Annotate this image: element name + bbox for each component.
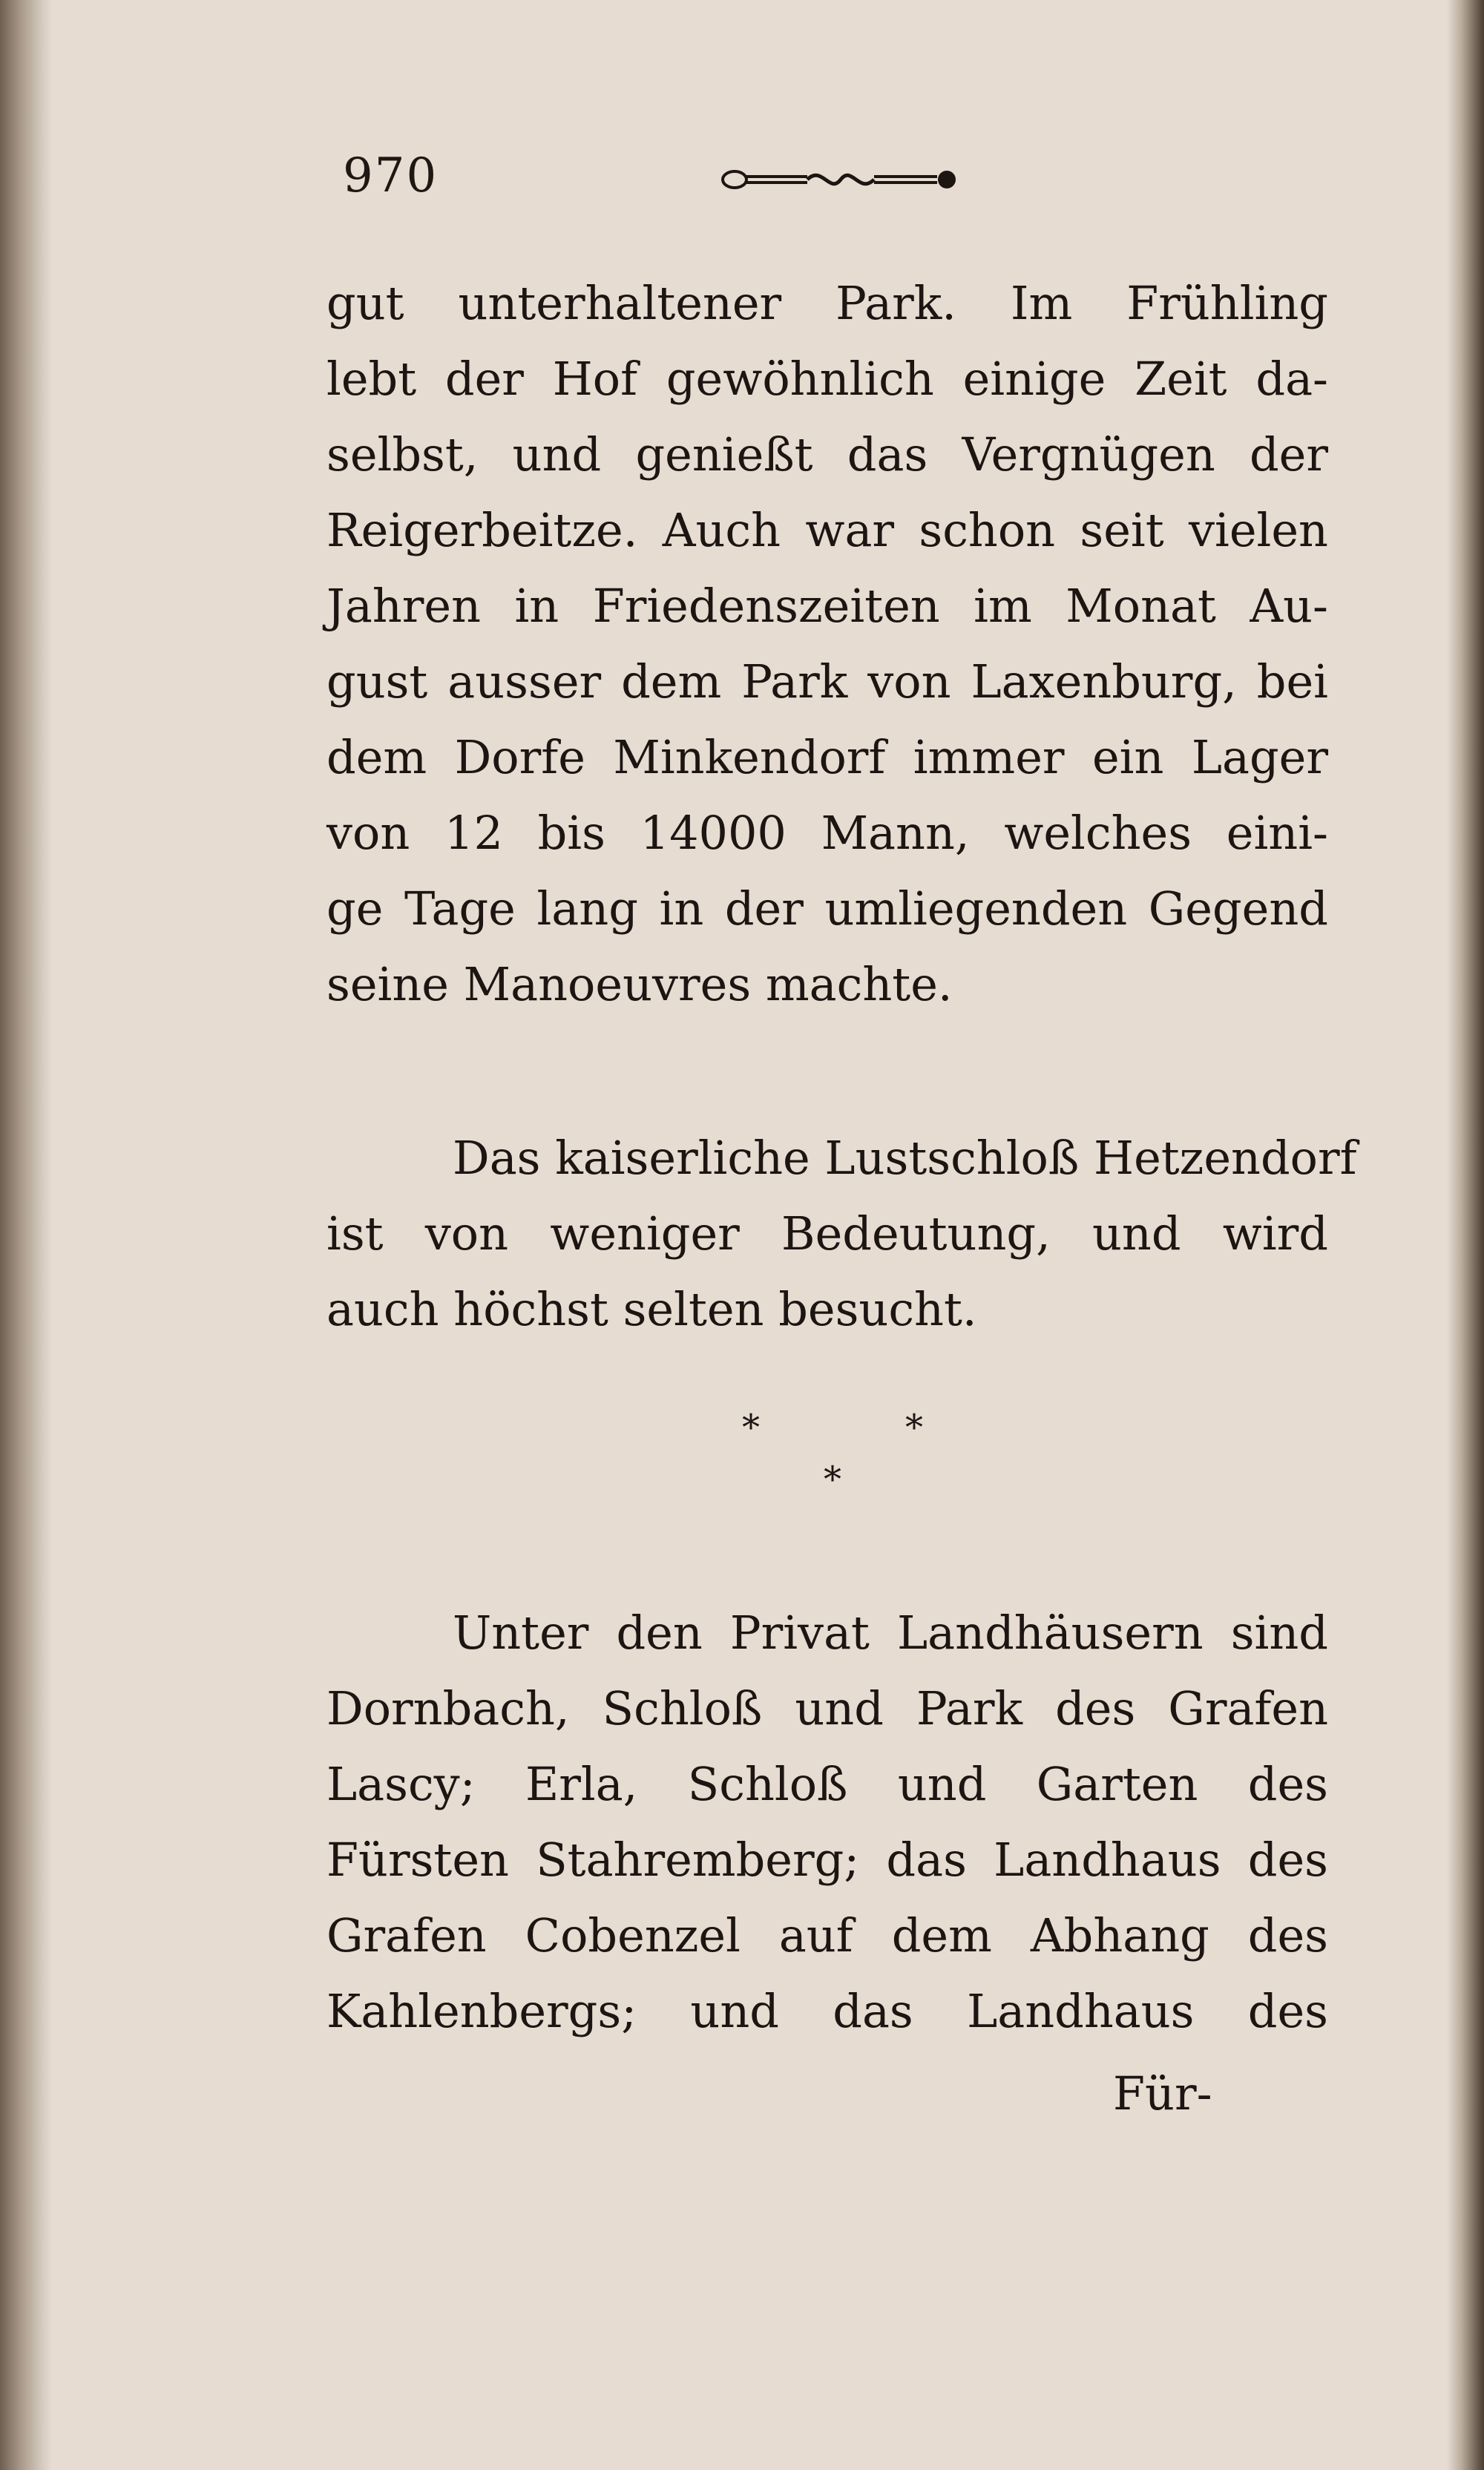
page-edge-shadow xyxy=(1447,0,1484,2470)
text-line: lebt der Hof gewöhnlich einige Zeit da- xyxy=(326,352,1328,406)
text-line: ist von weniger Bedeutung, und wird xyxy=(326,1206,1328,1261)
text-line: Dornbach, Schloß und Park des Grafen xyxy=(326,1681,1328,1735)
text-line: von 12 bis 14000 Mann, welches eini- xyxy=(326,806,1328,860)
text-line: Unter den Privat Landhäusern sind xyxy=(453,1606,1328,1660)
text-line: Lascy; Erla, Schloß und Garten des xyxy=(326,1757,1328,1811)
catchword: Für- xyxy=(1113,2066,1212,2121)
text-line: auch höchst selten besucht. xyxy=(326,1282,977,1336)
text-line: Jahren in Friedenszeiten im Monat Au- xyxy=(326,579,1328,633)
paragraph-1 xyxy=(326,266,1328,1022)
text-line: selbst, und genießt das Vergnügen der xyxy=(326,427,1328,482)
paragraph-2 xyxy=(326,1120,1357,1347)
asterism-star: * xyxy=(742,1407,760,1448)
text-line: Grafen Cobenzel auf dem Abhang des xyxy=(326,1908,1328,1962)
asterism-star: * xyxy=(824,1459,841,1500)
text-line: dem Dorfe Minkendorf immer ein Lager xyxy=(326,730,1328,784)
page-number: 970 xyxy=(343,148,439,203)
text-line: seine Manoeuvres machte. xyxy=(326,957,953,1011)
text-line: Fürsten Stahremberg; das Landhaus des xyxy=(326,1833,1328,1887)
text-line: Reigerbeitze. Auch war schon seit vielen xyxy=(326,503,1328,557)
book-spine-shadow xyxy=(0,0,52,2470)
paragraph-3 xyxy=(326,1595,1328,2049)
text-line: Kahlenbergs; und das Landhaus des xyxy=(326,1984,1328,2038)
header-ornament xyxy=(718,157,963,202)
asterism-star: * xyxy=(905,1407,923,1448)
text-line: gust ausser dem Park von Laxenburg, bei xyxy=(326,654,1328,709)
asterism-divider xyxy=(742,1407,950,1500)
text-line: Das kaiserliche Lustschloß Hetzendorf xyxy=(453,1131,1357,1185)
text-line: ge Tage lang in der umliegenden Gegend xyxy=(326,881,1328,936)
text-line: gut unterhaltener Park. Im Frühling xyxy=(326,276,1328,330)
